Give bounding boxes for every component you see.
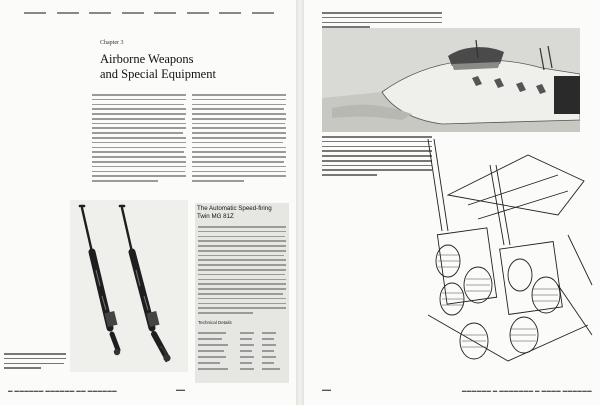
body-text-column-2 (192, 94, 286, 185)
technical-details-table (198, 330, 286, 372)
aircraft-photo (322, 28, 580, 132)
photo-caption-left (4, 353, 66, 372)
gun-mount-technical-drawing (408, 135, 598, 380)
chapter-title (100, 52, 285, 82)
machine-gun-photo (70, 200, 188, 372)
left-running-footer: ▬ ▬▬▬▬▬▬ ▬▬▬▬▬▬ ▬▬ ▬▬▬▬▬▬ (8, 388, 117, 393)
chapter-title-line2: and Special Equipment (100, 67, 216, 81)
body-text-column-1 (92, 94, 186, 185)
twin-gun-mount-drawing (408, 135, 598, 380)
aircraft-fuselage-illustration (322, 28, 580, 132)
twin-machine-gun-illustration (70, 200, 188, 372)
left-page-number: ▬▬ (176, 387, 185, 392)
technical-details-title: Technical Details (198, 320, 232, 325)
right-page-number: ▬▬ (322, 387, 331, 392)
sidebar-title-line2: Twin MG 81Z (197, 213, 234, 220)
top-rule-dashes (24, 12, 274, 14)
chapter-title-line1: Airborne Weapons (100, 52, 194, 66)
right-running-footer: ▬▬▬▬▬▬ ▬ ▬▬▬▬▬▬▬ ▬ ▬▬▬▬ ▬▬▬▬▬▬ (461, 388, 592, 393)
sidebar-body-text (198, 226, 286, 317)
sidebar-title-line1: The Automatic Speed-firing (197, 205, 272, 212)
sidebar-title (197, 205, 289, 221)
book-gutter (296, 0, 304, 405)
chapter-label: Chapter 3 (100, 40, 124, 46)
